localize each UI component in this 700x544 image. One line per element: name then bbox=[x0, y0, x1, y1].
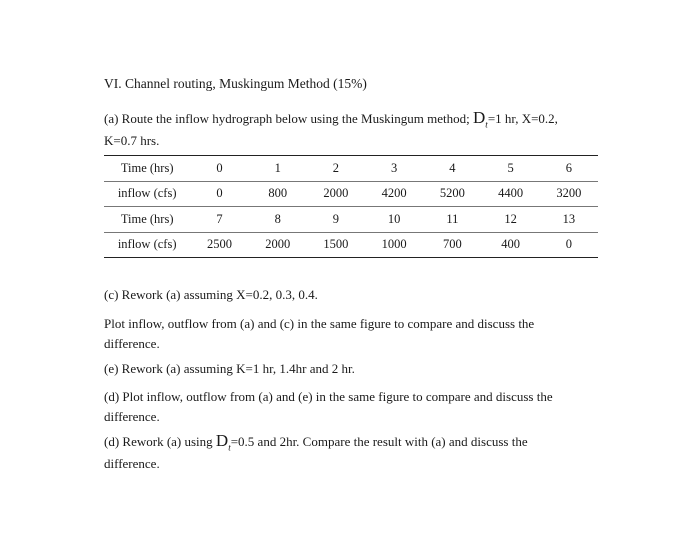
table-cell: 5200 bbox=[423, 181, 481, 207]
table-cell: 7 bbox=[190, 207, 248, 233]
table-cell: 0 bbox=[190, 181, 248, 207]
table-cell: 9 bbox=[307, 207, 365, 233]
table-row bbox=[104, 156, 598, 182]
table-cell: 6 bbox=[540, 156, 598, 182]
part-c-text: (c) Rework (a) assuming X=0.2, 0.3, 0.4. bbox=[104, 287, 318, 302]
table-cell: 3200 bbox=[540, 181, 598, 207]
row-label: inflow (cfs) bbox=[104, 232, 190, 258]
table-cell: 2000 bbox=[307, 181, 365, 207]
table-cell: 8 bbox=[249, 207, 307, 233]
part-a-text bbox=[104, 109, 584, 151]
plot-c-instruction: Plot inflow, outflow from (a) and (c) in the same figure to compare and discuss the difference. bbox=[104, 316, 535, 351]
part-a-intro: (a) Route the inflow hydrograph below using the Muskingum method; bbox=[104, 111, 470, 126]
table-cell: 2 bbox=[307, 156, 365, 182]
part-a-params: =1 hr, X=0.2, bbox=[487, 111, 558, 126]
table-row bbox=[104, 207, 598, 233]
table-cell: 2500 bbox=[190, 232, 248, 258]
problem-heading: VI. Channel routing, Muskingum Method (15%) bbox=[104, 76, 367, 91]
table-cell: 700 bbox=[423, 232, 481, 258]
table-cell: 10 bbox=[365, 207, 423, 233]
row-label: inflow (cfs) bbox=[104, 181, 190, 207]
table-cell: 800 bbox=[249, 181, 307, 207]
table-cell: 0 bbox=[190, 156, 248, 182]
part-a-k-value: K=0.7 hrs. bbox=[104, 133, 160, 149]
table-cell: 1500 bbox=[307, 232, 365, 258]
row-label: Time (hrs) bbox=[104, 207, 190, 233]
delta-t-symbol: $D_t$ bbox=[473, 108, 488, 130]
table-cell: 5 bbox=[482, 156, 540, 182]
table-cell: 4200 bbox=[365, 181, 423, 207]
table-cell: 2000 bbox=[249, 232, 307, 258]
table-cell: 4400 bbox=[482, 181, 540, 207]
table-cell: 1 bbox=[249, 156, 307, 182]
table-cell: 13 bbox=[540, 207, 598, 233]
row-label: Time (hrs) bbox=[104, 156, 190, 182]
inflow-hydrograph-table bbox=[104, 155, 598, 258]
table-row bbox=[104, 181, 598, 207]
table-row bbox=[104, 232, 598, 258]
delta-t-symbol: $D_t$ bbox=[215, 431, 231, 453]
part-d-plot-instruction: (d) Plot inflow, outflow from (a) and (e) in the same figure to compare and discuss the difference. bbox=[104, 389, 553, 424]
table-cell: 12 bbox=[482, 207, 540, 233]
table-cell: 1000 bbox=[365, 232, 423, 258]
table-cell: 4 bbox=[423, 156, 481, 182]
table-cell: 3 bbox=[365, 156, 423, 182]
table-cell: 400 bbox=[482, 232, 540, 258]
part-d-rework-text: (d) Rework (a) using $D_t=0.5$ and 2hr. Compare the result with (a) and discuss the difference. bbox=[104, 431, 528, 472]
table-cell: 11 bbox=[423, 207, 481, 233]
part-e-text: (e) Rework (a) assuming K=1 hr, 1.4hr and 2 hr. bbox=[104, 361, 355, 376]
table-cell: 0 bbox=[540, 232, 598, 258]
